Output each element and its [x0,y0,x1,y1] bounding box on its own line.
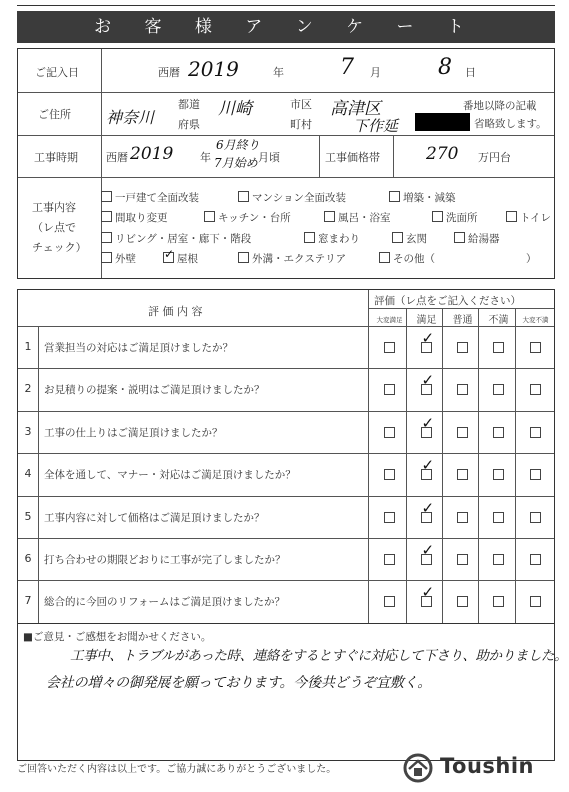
rating-checkbox[interactable] [493,427,504,438]
work-option-label: 屋根 [177,253,198,265]
row-divider [18,496,554,497]
header-content: 評 価 内 容 [148,305,203,318]
work-option-label: その他（ [393,253,435,265]
rating-checkbox[interactable] [530,469,541,480]
comment-label: ■ご意見・ご感想をお聞かせください。 [23,631,212,643]
date-day-label: 日 [465,66,476,79]
num-divider [38,326,39,623]
rating-column-header: 大変不満 [522,316,549,324]
comment-line-1: 工事中、トラブルがあった時、連絡をするとすぐに対応して下さり、助かりました。 [70,648,568,664]
row-divider [18,92,554,93]
work-content-label-3: チェック） [32,241,87,254]
city-value: 川崎 [218,99,252,119]
rating-checkbox[interactable] [457,469,468,480]
work-year-label: 年 [200,151,211,164]
work-option-label: 増築・減築 [403,192,456,204]
rating-column-divider [478,308,479,623]
price-label: 工事価格帯 [325,151,380,164]
work-option[interactable] [324,210,391,225]
header-rating: 評価（レ点をご記入ください） [374,295,521,307]
rating-checkbox[interactable] [384,342,395,353]
checkbox-icon[interactable] [432,211,443,222]
prefecture-value: 神奈川 [106,108,155,127]
rating-checkbox[interactable] [493,512,504,523]
work-option[interactable] [163,251,198,266]
checkbox-icon[interactable] [163,252,174,263]
work-option[interactable] [454,231,500,246]
rating-column-header: 普通 [452,315,473,326]
work-option[interactable] [392,231,427,246]
check-mark-icon: ✓ [421,498,435,517]
checkbox-icon[interactable] [324,211,335,222]
town-value: 下作延 [353,117,399,135]
question-number: 7 [24,594,32,608]
info-section [17,48,555,279]
work-option-label: 一戸建て全面改装 [115,192,199,204]
rating-checkbox[interactable] [384,512,395,523]
work-month-label: 月頃 [258,151,280,164]
rating-checkbox[interactable] [384,596,395,607]
top-rule [17,5,555,6]
work-option[interactable] [101,190,199,205]
logo-text: Toushin [440,754,535,778]
date-label: ご記入日 [35,66,79,79]
price-divider [393,135,394,177]
work-option[interactable] [101,231,251,246]
question-text: 工事内容に対して価格はご満足頂けましたか？ [44,511,265,524]
work-option-label: トイレ [520,212,551,224]
checkbox-icon[interactable] [101,252,112,263]
checkbox-icon[interactable] [238,191,249,202]
chouson-label: 町村 [290,118,312,131]
date-day-value: 8 [438,55,452,80]
question-text: 打ち合わせの期限どおりに工事が完了しましたか？ [44,554,286,566]
rating-checkbox[interactable] [530,554,541,565]
rating-checkbox[interactable] [457,512,468,523]
evaluation-table [17,289,555,624]
checkbox-icon[interactable] [454,232,465,243]
question-number: 5 [24,509,32,523]
row-divider [18,453,554,454]
rating-column-header: 満足 [416,315,437,326]
work-option-label: キッチン・台所 [218,212,291,224]
rating-checkbox[interactable] [457,384,468,395]
header-divider [18,326,554,327]
rating-column-header: 大変満足 [376,316,403,324]
comment-line-2: 会社の増々の御発展を願っております。今後共どうぞ宜敷く。 [46,675,431,691]
rating-checkbox[interactable] [530,596,541,607]
work-content-label-2: （レ点で [32,221,76,234]
work-option[interactable] [238,251,346,266]
rating-checkbox[interactable] [457,427,468,438]
check-mark-icon: ✓ [421,329,435,347]
date-era-label: 西暦 [158,66,180,79]
rating-checkbox[interactable] [457,342,468,353]
work-option[interactable] [304,231,360,246]
work-option[interactable] [204,210,291,225]
rating-checkbox[interactable] [530,512,541,523]
other-close-paren: ） [526,253,537,265]
check-mark-icon: ✓ [421,583,435,602]
work-option-label: マンション全面改装 [252,192,347,204]
work-era-label: 西暦 [106,151,128,164]
rating-checkbox[interactable] [530,427,541,438]
check-mark-icon: ✓ [421,371,435,390]
question-number: 6 [24,552,32,565]
work-option[interactable] [101,210,168,225]
shiku-label: 市区 [290,98,312,111]
work-year-value: 2019 [130,144,174,164]
work-option-label: 風呂・浴室 [338,212,391,224]
work-option-label: 外壁 [115,253,136,265]
checkbox-icon[interactable] [379,252,390,263]
check-mark-icon: ✓ [421,456,435,475]
rating-column-divider [515,308,516,623]
checkbox-icon[interactable] [101,191,112,202]
checkbox-icon[interactable] [389,191,400,202]
row-divider [18,580,554,581]
rating-checkbox[interactable] [457,596,468,607]
todou-label: 都道 [178,98,200,111]
date-month-value: 7 [340,55,354,80]
work-option[interactable] [238,190,346,205]
comment-section [17,624,568,761]
address-note-1: 番地以降の記載 [463,100,537,112]
question-text: 営業担当の対応はご満足頂けましたか？ [44,342,233,354]
work-option[interactable] [101,251,136,266]
rating-checkbox[interactable] [457,554,468,565]
check-mark-icon: ✓ [421,541,435,559]
question-text: 工事の仕上りはご満足頂けましたか？ [44,426,223,439]
question-text: 総合的に今回のリフォームはご満足頂けましたか？ [44,596,285,609]
rating-checkbox[interactable] [493,596,504,607]
address-note-2: 省略致します。 [474,118,547,130]
price-unit: 万円台 [478,151,511,164]
work-option-label: 玄関 [406,233,427,245]
checkbox-icon[interactable] [204,211,215,222]
question-text: お見積りの提案・説明はご満足頂けましたか？ [44,384,265,397]
redaction-block [415,113,470,131]
rating-header-divider [368,308,554,309]
work-option-label: 給湯器 [468,233,500,245]
row-divider [18,135,554,136]
question-number: 3 [24,424,32,438]
question-text: 全体を通して、マナー・対応はご満足頂けましたか？ [44,469,296,482]
work-option-label: リビング・居室・廊下・階段 [115,233,252,245]
work-option[interactable] [506,210,551,225]
fuken-label: 府県 [178,118,200,131]
rating-checkbox[interactable] [530,342,541,353]
checkbox-icon[interactable] [238,252,249,263]
work-option-label: 洗面所 [446,212,478,224]
price-divider [319,135,320,177]
rating-checkbox[interactable] [493,554,504,565]
work-option[interactable] [432,210,478,225]
page-title: お 客 様 ア ン ケ ー ト [17,11,555,43]
check-mark-icon: ✓ [421,413,435,432]
work-option[interactable] [389,190,456,205]
price-value: 270 [426,144,459,164]
rating-column-header: 不満 [488,315,509,326]
row-divider [18,368,554,369]
work-option[interactable] [379,251,435,266]
checkbox-icon[interactable] [304,232,315,243]
address-label: ご住所 [38,108,71,121]
checkbox-icon[interactable] [101,211,112,222]
footer-text: ご回答いただく内容は以上です。ご協力誠にありがとうございました。 [17,764,337,775]
question-number: 1 [24,340,32,353]
work-option-label: 外溝・エクステリア [252,253,347,265]
work-month-value-2: 7月始め [214,156,258,170]
rating-checkbox[interactable] [493,342,504,353]
question-number: 2 [24,382,32,396]
work-period-label: 工事時期 [34,151,78,164]
rating-column-divider [442,308,443,623]
work-option-label: 間取り変更 [115,212,168,224]
work-month-value-1: 6月終り [216,138,260,152]
date-month-label: 月 [370,66,381,79]
rating-checkbox[interactable] [493,469,504,480]
rating-checkbox[interactable] [384,469,395,480]
checkbox-icon[interactable] [506,211,517,222]
rating-checkbox[interactable] [384,427,395,438]
rating-checkbox[interactable] [530,384,541,395]
checkbox-icon[interactable] [101,232,112,243]
rating-checkbox[interactable] [493,384,504,395]
rating-checkbox[interactable] [384,384,395,395]
row-divider [18,411,554,412]
rating-checkbox[interactable] [384,554,395,565]
row-divider [18,538,554,539]
work-content-label-1: 工事内容 [32,201,76,214]
question-number: 4 [24,467,32,481]
checkbox-icon[interactable] [392,232,403,243]
date-year-label: 年 [273,66,284,79]
rating-column-divider [406,308,407,623]
row-divider [18,177,554,178]
rating-divider [368,290,369,623]
work-option-label: 窓まわり [318,233,360,245]
ward-value: 高津区 [330,99,381,119]
date-year-value: 2019 [188,57,239,81]
